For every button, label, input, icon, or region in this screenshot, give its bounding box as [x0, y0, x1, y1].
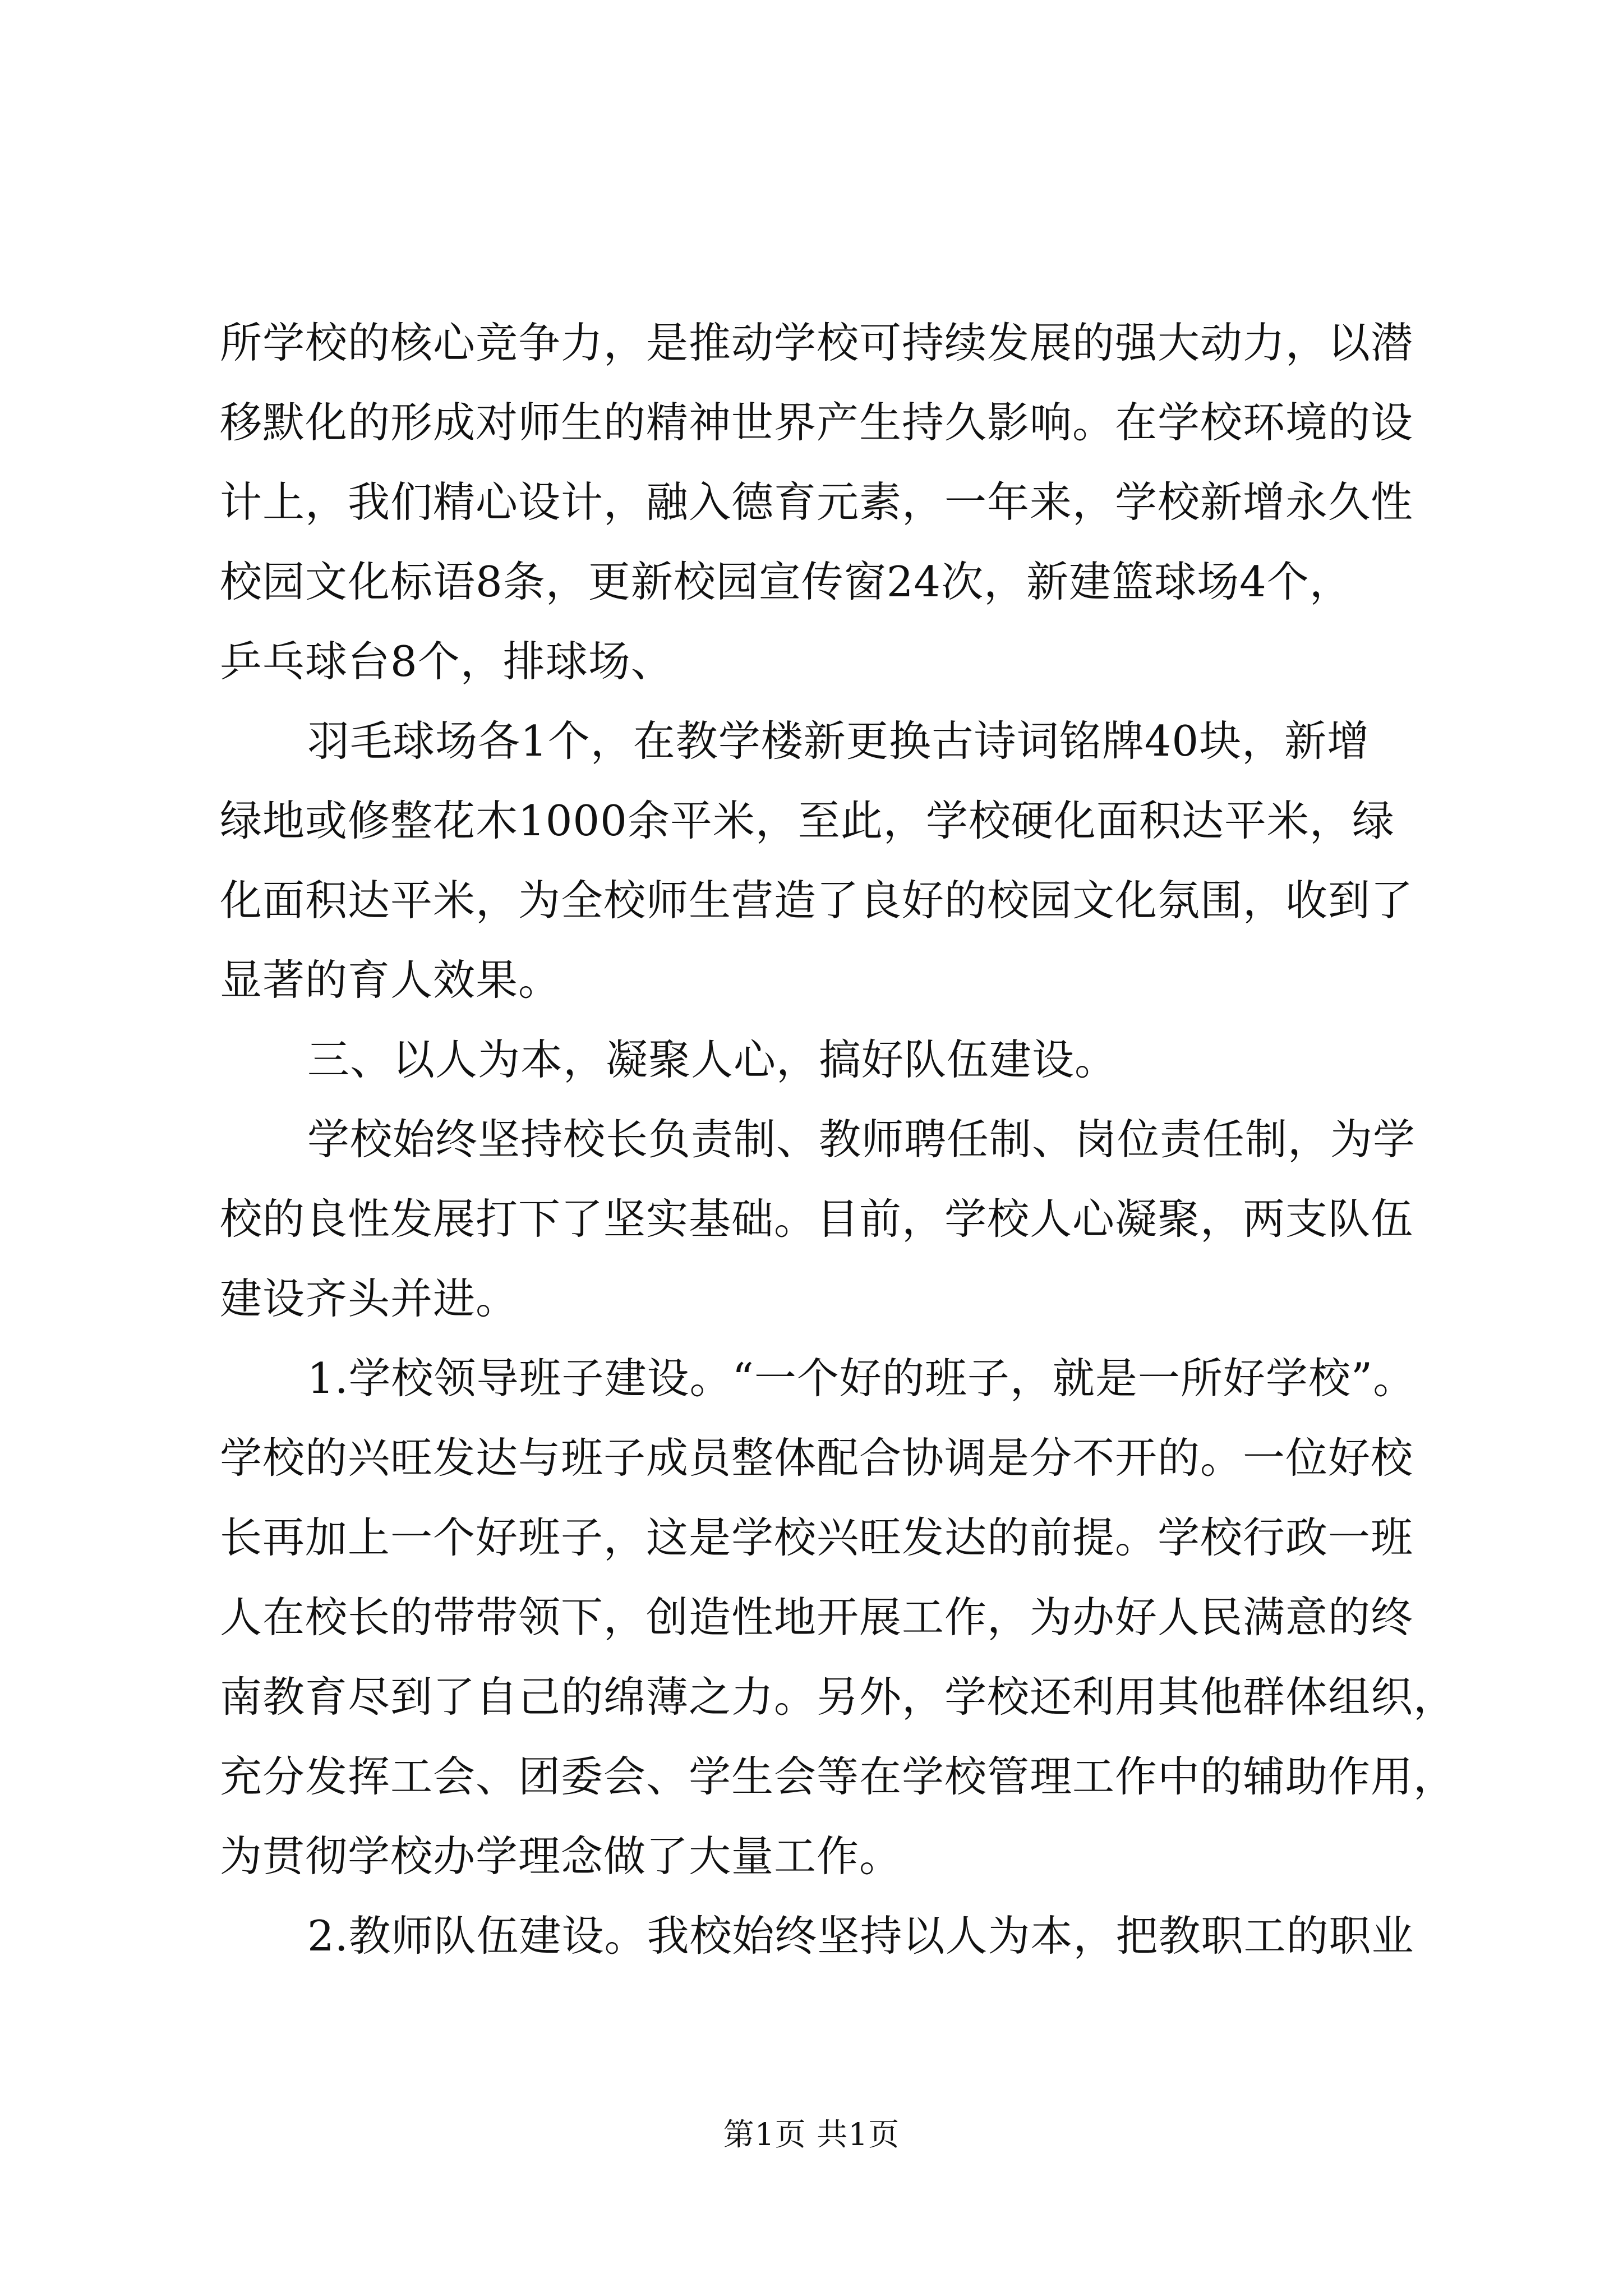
text-line: 学校的兴旺发达与班子成员整体配合协调是分不开的。一位好校: [220, 1433, 1414, 1483]
text-line: 化面积达平米，为全校师生营造了良好的校园文化氛围，收到了: [220, 876, 1414, 925]
text-line: 移默化的形成对师生的精神世界产生持久影响。在学校环境的设: [220, 398, 1414, 447]
section-heading: 三、以人为本，凝聚人心，搞好队伍建设。: [307, 1035, 1118, 1084]
text-line: 所学校的核心竞争力，是推动学校可持续发展的强大动力，以潜: [220, 318, 1414, 367]
subsection-heading: 1.学校领导班子建设。“一个好的班子，就是一所好学校”。: [307, 1354, 1416, 1403]
text-line: 乒乓球台8个，排球场、: [220, 637, 674, 686]
text-line: 充分发挥工会、团委会、学生会等在学校管理工作中的辅助作用，: [220, 1752, 1456, 1801]
text-line: 南教育尽到了自己的绵薄之力。另外，学校还利用其他群体组织，: [220, 1672, 1456, 1722]
text-line: 计上，我们精心设计，融入德育元素，一年来，学校新增永久性: [220, 477, 1414, 527]
text-line: 人在校长的带带领下，创造性地开展工作，为办好人民满意的终: [220, 1593, 1414, 1642]
text-line: 建设齐头并进。: [220, 1274, 519, 1323]
subsection-heading: 2.教师队伍建设。我校始终坚持以人为本，把教职工的职业: [307, 1911, 1414, 1961]
text-line: 显著的育人效果。: [220, 955, 561, 1005]
paragraph-start-line: 羽毛球场各1个，在教学楼新更换古诗词铭牌40块，新增: [307, 716, 1370, 766]
text-line: 为贯彻学校办学理念做了大量工作。: [220, 1832, 902, 1881]
text-line: 校的良性发展打下了坚实基础。目前，学校人心凝聚，两支队伍: [220, 1194, 1414, 1244]
paragraph-start-line: 学校始终坚持校长负责制、教师聘任制、岗位责任制，为学: [307, 1115, 1416, 1164]
document-body: [220, 303, 1456, 1976]
page-footer: 第1页 共1页: [723, 2116, 900, 2152]
text-line: 长再加上一个好班子，这是学校兴旺发达的前提。学校行政一班: [220, 1513, 1414, 1562]
text-line: 校园文化标语8条，更新校园宣传窗24次，新建篮球场4个，: [220, 557, 1352, 606]
text-line: 绿地或修整花木1000余平米，至此，学校硬化面积达平米，绿: [220, 796, 1395, 845]
